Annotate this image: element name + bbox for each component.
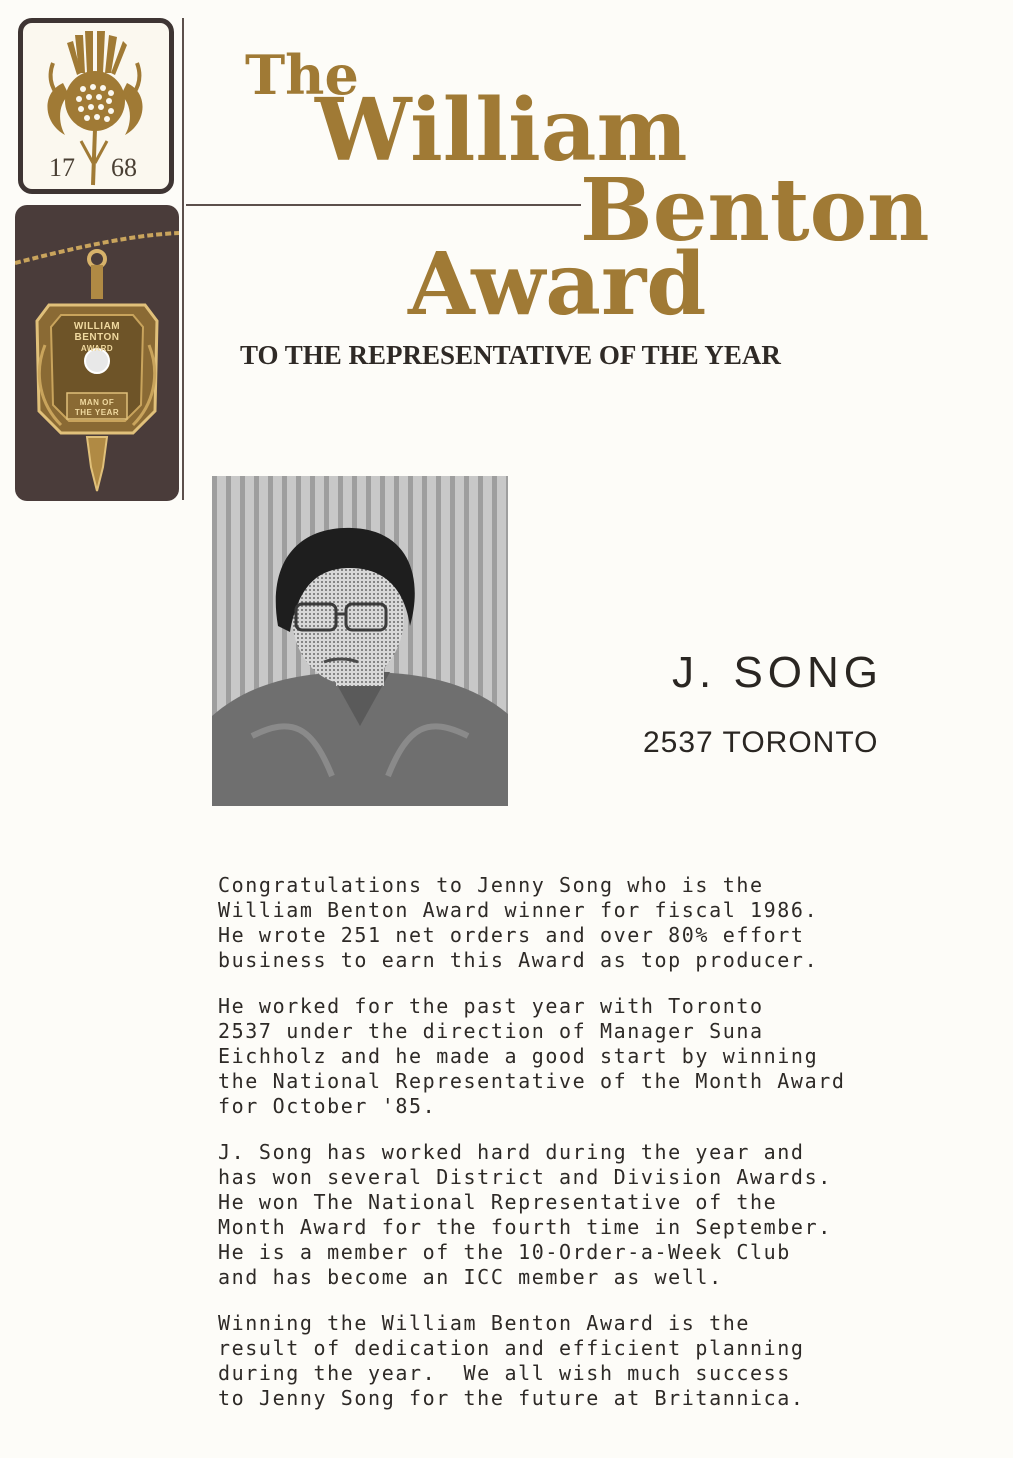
- recipient-location: 2537 TORONTO: [643, 726, 879, 759]
- portrait-photo: [212, 476, 508, 806]
- paragraph-2: He worked for the past year with Toronto 2537 under the direction of Manager Suna Eichholz and he made a good start by winning the National Representative of the Month Award for October '85.: [218, 994, 846, 1118]
- recipient-name: J. SONG: [672, 648, 884, 697]
- medal-text-line2: BENTON: [74, 332, 120, 343]
- title-the: The: [245, 43, 359, 107]
- medal-text-line5: THE YEAR: [74, 408, 120, 417]
- medal-box: [15, 205, 179, 501]
- award-description: [218, 873, 978, 1432]
- vertical-divider: [182, 18, 184, 500]
- medal-text-line3: AWARD: [80, 344, 114, 353]
- title-benton: Benton: [580, 160, 930, 261]
- title-william: William: [315, 80, 688, 181]
- title-award: Award: [408, 234, 707, 335]
- horizontal-divider: [186, 204, 581, 206]
- medal-text-line4: MAN OF: [79, 398, 115, 407]
- thistle-icon: [23, 23, 169, 189]
- paragraph-4: Winning the William Benton Award is the result of dedication and efficient planning during the year. We all wish much success to Jenny Song for the future at Britannica.: [218, 1311, 805, 1410]
- logo-box: [18, 18, 174, 194]
- subtitle: TO THE REPRESENTATIVE OF THE YEAR: [240, 340, 781, 370]
- logo-year-left: 17: [49, 153, 75, 182]
- paragraph-3: J. Song has worked hard during the year and has won several District and Division Awards. He won The National Representative of the Month Award for the fourth time in September. He is a member of the 10-Order-a-Week Club and has become an ICC member as well.: [218, 1140, 832, 1289]
- medal-text-line1: WILLIAM: [73, 321, 121, 332]
- paragraph-1: Congratulations to Jenny Song who is the William Benton Award winner for fiscal 1986. He wrote 251 net orders and over 80% effort business to earn this Award as top producer.: [218, 873, 819, 972]
- logo-year-right: 68: [111, 153, 137, 182]
